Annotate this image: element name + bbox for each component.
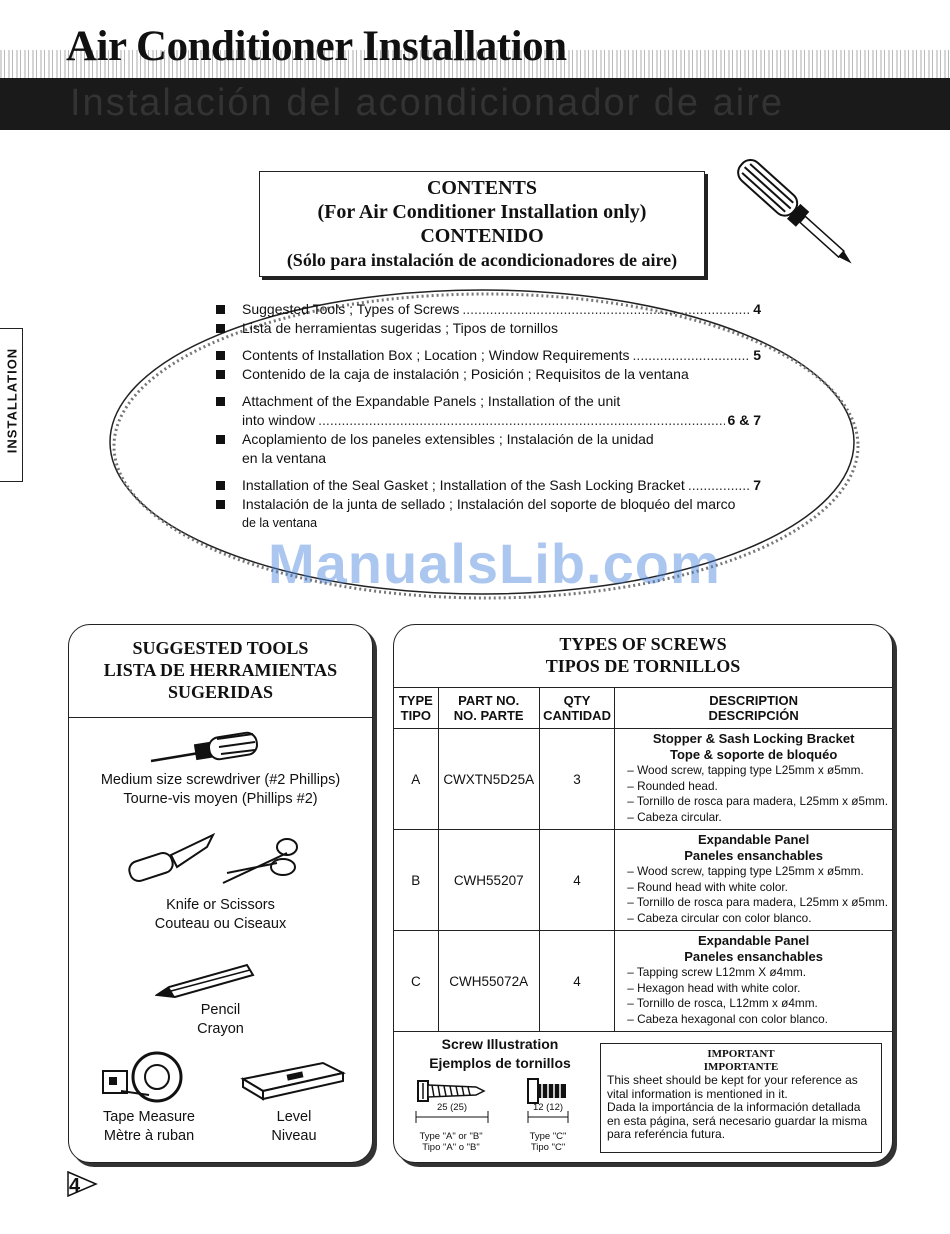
suggested-tools-panel	[68, 624, 373, 1163]
screw-type: A	[394, 729, 438, 830]
toc-entry-en: Installation of the Seal Gasket ; Installation of the Sash Locking Bracket	[242, 477, 685, 493]
tool-label-fr: Niveau	[271, 1128, 317, 1144]
tools-heading: SUGGESTED TOOLS	[132, 638, 309, 658]
bullet-icon	[216, 370, 225, 379]
tool-label-fr: Mètre à ruban	[103, 1128, 195, 1144]
page-number-label: 4	[69, 1175, 81, 1197]
important-text-en: This sheet should be kept for your reference as vital information is mentioned in it.	[607, 1073, 858, 1101]
contenido-subheading: (Sólo para instalación de acondicionadores de aire)	[286, 250, 678, 270]
wood-screw-icon	[414, 1077, 494, 1125]
toc-entry-es-cont: en la ventana	[242, 450, 327, 466]
section-tab-label: INSTALLATION	[4, 347, 20, 454]
toc-entry[interactable]	[216, 476, 761, 533]
illustration-caption: Type "A" or "B" Tipo "A" o "B"	[419, 1131, 483, 1153]
toc-entry-es: Lista de herramientas sugeridas ; Tipos de tornillos	[242, 320, 558, 336]
screw-type: C	[394, 931, 438, 1032]
page-number	[66, 1170, 102, 1203]
pencil-icon	[155, 961, 265, 1001]
table-row	[394, 729, 892, 830]
screw-part-no: CWH55072A	[438, 931, 539, 1032]
illustration-caption: Type "C" Tipo "C"	[529, 1131, 567, 1153]
hex-screw-icon	[524, 1077, 574, 1125]
screw-qty: 4	[539, 931, 614, 1032]
divider	[69, 717, 372, 718]
toc-entry-es: Instalación de la junta de sellado ; Instalación del soporte de bloquéo del marco	[242, 496, 736, 512]
bullet-icon	[216, 324, 225, 333]
important-heading: IMPORTANT	[707, 1048, 775, 1060]
important-notice	[600, 1043, 882, 1153]
toc-entry-en: Contents of Installation Box ; Location ; Window Requirements	[242, 347, 630, 363]
column-header: QTY CANTIDAD	[539, 688, 614, 729]
contents-heading: CONTENTS	[426, 177, 538, 199]
column-header: PART NO. NO. PARTE	[438, 688, 539, 729]
screw-type: B	[394, 830, 438, 931]
contents-box	[259, 171, 705, 277]
tool-label-fr: Crayon	[197, 1021, 244, 1037]
tape-measure-icon	[101, 1049, 191, 1105]
bullet-icon	[216, 500, 225, 509]
tool-label-fr: Couteau ou Ciseaux	[154, 916, 287, 932]
bullet-icon	[216, 351, 225, 360]
toc-entry[interactable]	[216, 346, 761, 384]
toc-entry[interactable]	[216, 392, 761, 468]
screw-illustration-title: Screw Illustration Ejemplos de tornillos	[429, 1036, 571, 1071]
screw-qty: 4	[539, 830, 614, 931]
dimension-label: 25 (25)	[436, 1102, 468, 1113]
bullet-icon	[216, 397, 225, 406]
tool-label: Medium size screwdriver (#2 Phillips)	[100, 772, 341, 788]
page-arrow-icon	[66, 1170, 102, 1198]
column-header: DESCRIPTION DESCRIPCIÓN	[615, 688, 892, 729]
tools-heading-es: LISTA DE HERRAMIENTAS	[103, 660, 338, 680]
table-header-row	[394, 688, 892, 729]
toc-entry-en-cont: into window	[242, 412, 316, 428]
screw-description: Stopper & Sash Locking Bracket Tope & soporte de bloquéo – Wood screw, tapping type L25mm x ø5mm. – Rounded head. – Tornillo de rosca para madera, L25mm x ø5mm. – Cabeza circular.	[615, 729, 892, 830]
tool-label: Tape Measure	[103, 1109, 195, 1125]
header-banner	[0, 0, 950, 130]
screwdriver-icon	[149, 731, 261, 767]
tools-heading-es-2: SUGERIDAS	[167, 682, 274, 702]
screw-qty: 3	[539, 729, 614, 830]
screw-description: Expandable Panel Paneles ensanchables – Wood screw, tapping type L25mm x ø5mm. – Round head with white color. – Tornillo de rosca para madera, L25mm x ø5mm. – Cabeza circular con color blanco.	[615, 830, 892, 931]
tool-label: Level	[276, 1109, 312, 1125]
page-title: Air Conditioner Installation	[66, 23, 567, 70]
bullet-icon	[216, 481, 225, 490]
toc-entry-es-cont: de la ventana	[242, 516, 318, 530]
important-heading-es: IMPORTANTE	[703, 1061, 779, 1073]
toc-page: 7	[753, 477, 761, 493]
dimension-label: 12 (12)	[532, 1102, 564, 1113]
bullet-icon	[216, 435, 225, 444]
screws-heading-es: TIPOS DE TORNILLOS	[545, 656, 741, 676]
toc-entry-en: Attachment of the Expandable Panels ; Installation of the unit	[242, 393, 621, 409]
tool-label: Pencil	[200, 1002, 241, 1018]
important-text-es: Dada la importáncia de la información detallada en esta página, será necesario guardar la misma para referéncia futura.	[607, 1100, 868, 1141]
toc-page: 6 & 7	[727, 412, 761, 428]
level-icon	[239, 1055, 349, 1105]
screws-heading: TYPES OF SCREWS	[559, 634, 727, 654]
types-of-screws-panel	[393, 624, 893, 1163]
screwdriver-icon	[728, 150, 858, 275]
bullet-icon	[216, 305, 225, 314]
screw-part-no: CWH55207	[438, 830, 539, 931]
screw-description: Expandable Panel Paneles ensanchables – Tapping screw L12mm X ø4mm. – Hexagon head with white color. – Tornillo de rosca, L12mm x ø4mm. – Cabeza hexagonal con color blanco.	[615, 931, 892, 1032]
screws-table	[394, 687, 892, 1032]
screw-part-no: CWXTN5D25A	[438, 729, 539, 830]
knife-scissors-icon	[127, 833, 307, 889]
watermark: ManualsLib.com	[268, 532, 721, 595]
toc-entry-es: Contenido de la caja de instalación ; Posición ; Requisitos de la ventana	[242, 366, 689, 382]
toc-entry-es: Acoplamiento de los paneles extensibles ; Instalación de la unidad	[242, 431, 654, 447]
tool-label: Knife or Scissors	[166, 897, 275, 913]
table-of-contents	[216, 300, 761, 541]
page-subtitle: Instalación del acondicionador de aire	[70, 82, 784, 124]
column-header: TYPE TIPO	[394, 688, 438, 729]
toc-entry-en: Suggested Tools ; Types of Screws	[242, 301, 460, 317]
toc-page: 4	[753, 301, 761, 317]
contenido-heading: CONTENIDO	[420, 225, 544, 247]
tool-label-fr: Tourne-vis moyen (Phillips #2)	[123, 791, 318, 807]
contents-subheading: (For Air Conditioner Installation only)	[317, 201, 647, 223]
toc-entry[interactable]	[216, 300, 761, 338]
toc-page: 5	[753, 347, 761, 363]
table-row	[394, 931, 892, 1032]
table-row	[394, 830, 892, 931]
